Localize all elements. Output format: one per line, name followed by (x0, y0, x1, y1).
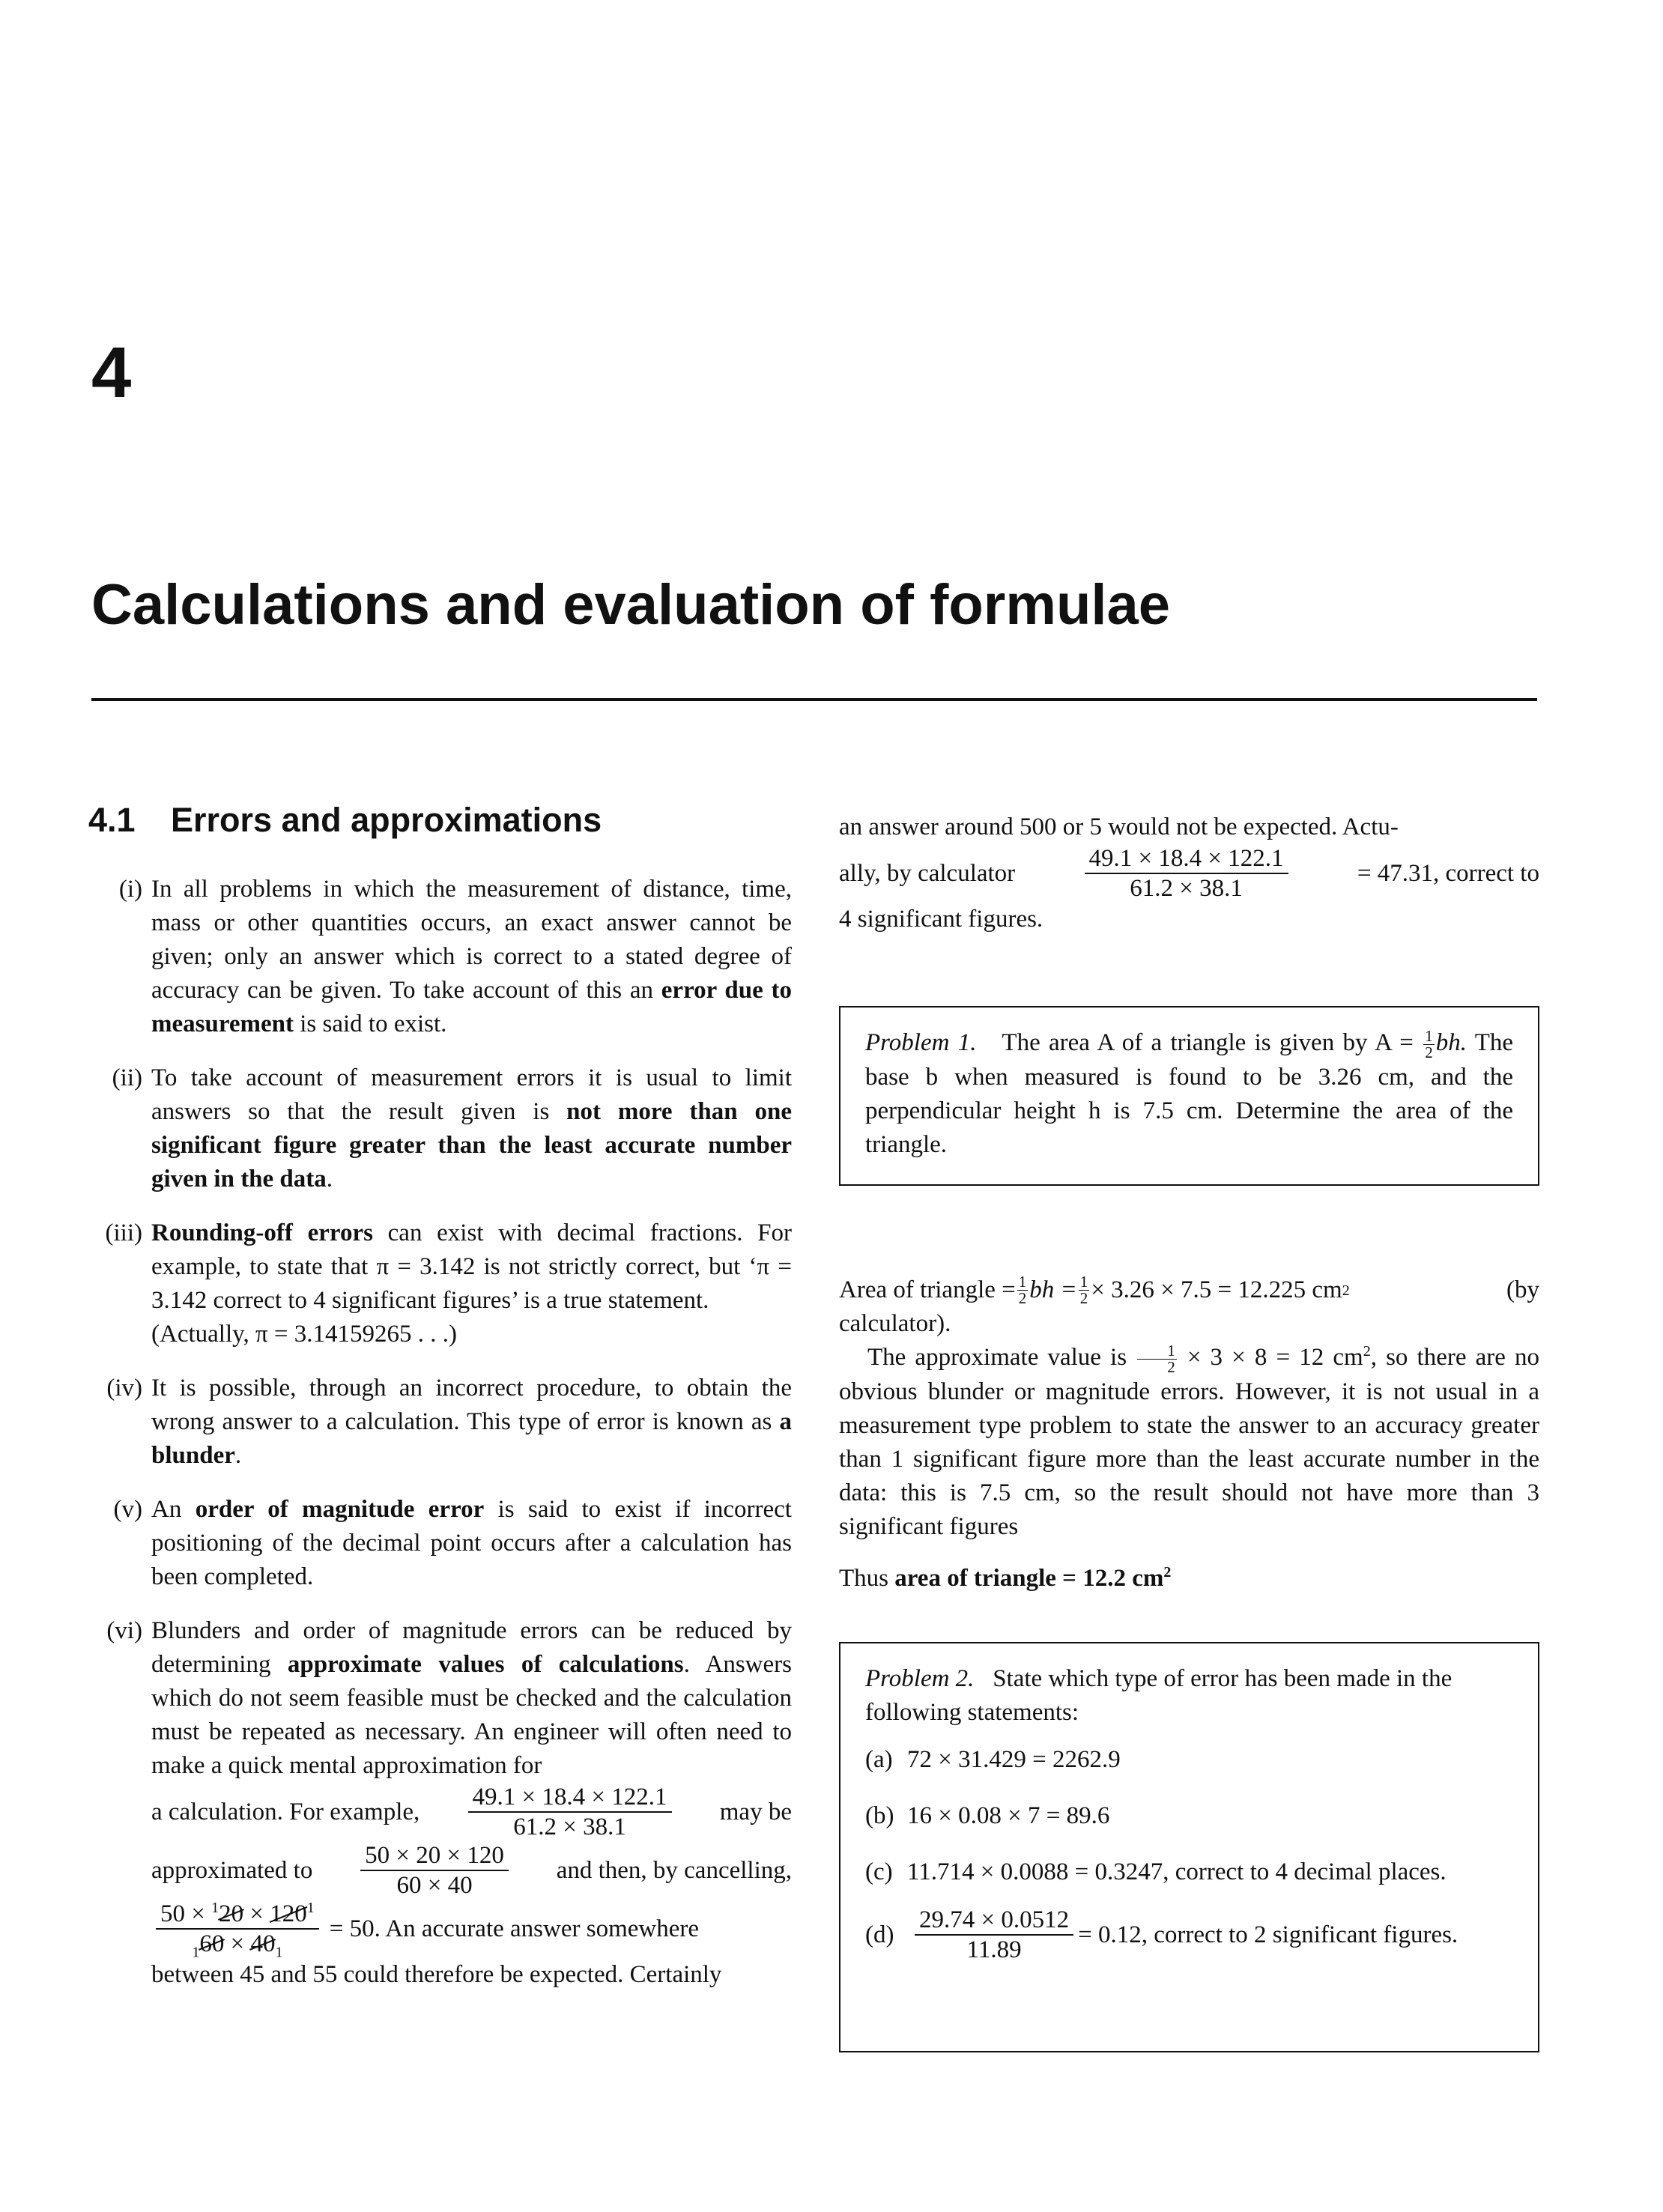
solution-paragraph (839, 1341, 1539, 1544)
cancelled-value: 20 (219, 1900, 244, 1927)
section-title: Errors and approximations (171, 801, 602, 839)
section-number: 4.1 (88, 801, 136, 839)
half-fraction (1017, 1274, 1029, 1306)
denominator: 61.2 × 38.1 (513, 1813, 626, 1840)
numerator: 29.74 × 0.0512 (915, 1906, 1073, 1936)
fraction (915, 1906, 1073, 1964)
numerator (156, 1900, 319, 1930)
bold-term: error due to measurement (151, 977, 792, 1037)
problem-label: Problem 2. (865, 1665, 975, 1692)
item-text: between 45 and 55 could therefore be expected. Certainly (151, 1961, 722, 1988)
half-fraction (1137, 1343, 1177, 1375)
answer: area of triangle = 12.2 cm (894, 1564, 1164, 1592)
item-label: (v) (113, 1496, 142, 1523)
item-text (151, 873, 792, 1041)
denominator: 2 (1018, 1289, 1027, 1307)
chapter-number: 4 (91, 333, 132, 413)
text: 72 × 31.429 = 2262.9 (907, 1746, 1121, 1773)
problem-2-box (839, 1642, 1539, 2052)
text: is said to exist if incorrect positioning of the decimal point occurs after a calculation has been completed. (151, 1496, 792, 1590)
part-label: (a) (865, 1746, 893, 1773)
equation-line (91, 1900, 792, 1961)
fraction (360, 1841, 509, 1900)
text: bh. (1435, 1029, 1467, 1056)
bold-term: approximate values of calculations (287, 1651, 684, 1678)
text: . (234, 1442, 242, 1469)
denominator: 60 × 40 (396, 1872, 473, 1899)
problem-part-a (865, 1743, 1513, 1777)
problem-statement (865, 1662, 1513, 1730)
text: State which type of error has been made in the following statements: (865, 1665, 1453, 1726)
solution-1 (839, 1273, 1539, 1596)
superscript: 2 (1163, 1563, 1172, 1581)
item-label: (ii) (112, 1064, 142, 1091)
problem-label: Problem 1. (865, 1029, 977, 1056)
text: 16 × 0.08 × 7 = 89.6 (907, 1802, 1110, 1829)
problem-part-c (865, 1855, 1513, 1889)
text: The area A of a triangle is given by A = (1002, 1029, 1423, 1056)
text: To take account of measurement errors it is usual to limit answers so that the result given is (151, 1064, 792, 1125)
text: bh = (1029, 1276, 1077, 1303)
cancelled-fraction (156, 1900, 319, 1961)
part-label: (b) (865, 1802, 894, 1829)
item-text (151, 1614, 792, 1783)
equation-line (151, 1841, 792, 1900)
fraction (1085, 844, 1288, 903)
denominator: 11.89 (966, 1936, 1022, 1963)
text: The base b when measured is found to be 3.26 cm, and the perpendicular height h is 7.5 cm. Determine the area of the triangle. (865, 1029, 1514, 1158)
denominator (156, 1930, 319, 1961)
text: an answer around 500 or 5 would not be expected. Actu- (839, 813, 1399, 840)
denominator: 2 (1167, 1357, 1175, 1376)
text: × (230, 1930, 245, 1957)
item-text (151, 1216, 792, 1318)
item-label: (vi) (106, 1617, 142, 1644)
numerator: 49.1 × 18.4 × 122.1 (468, 1783, 672, 1813)
text: may be (719, 1798, 792, 1825)
item-label: (iii) (105, 1219, 142, 1246)
numerator: 1 (1018, 1273, 1027, 1291)
item-text (151, 1372, 792, 1473)
text: = 47.31, correct to (1357, 859, 1539, 887)
cancel-mark: 1 (275, 1944, 283, 1961)
text: = 50. An accurate answer somewhere (329, 1915, 699, 1942)
denominator: 61.2 × 38.1 (1130, 875, 1243, 902)
text: . Answers which do not seem feasible must be checked and the calculation must be repeated as necessary. An engineer will often need to make a quick mental approximation for (151, 1651, 792, 1779)
bold-term: a blunder (151, 1408, 792, 1469)
half-fraction (1079, 1274, 1090, 1306)
item-label: (iv) (106, 1375, 142, 1402)
chapter-title: Calculations and evaluation of formulae (91, 573, 1171, 637)
text: = 0.12, correct to 2 significant figures. (1078, 1921, 1458, 1948)
left-column (91, 873, 792, 2012)
text: and then, by cancelling, (556, 1856, 792, 1884)
text: Blunders and order of magnitude errors can be reduced by determining (151, 1617, 792, 1678)
text: Thus (839, 1564, 895, 1592)
text: 11.714 × 0.0088 = 0.3247, correct to 4 decimal places. (907, 1858, 1447, 1885)
list-item-iv (91, 1372, 792, 1473)
half-fraction (1423, 1028, 1435, 1061)
text: It is possible, through an incorrect procedure, to obtain the wrong answer to a calculation. This type of error is known as (151, 1375, 792, 1435)
cancelled-value: 60 (199, 1930, 225, 1957)
equation-line (151, 1783, 792, 1841)
part-label: (d) (865, 1921, 894, 1948)
item-text (151, 1493, 792, 1594)
numerator: 1 (1425, 1026, 1433, 1045)
text: An (151, 1496, 196, 1523)
cancel-mark: 1 (306, 1900, 315, 1916)
text: The approximate value is (867, 1344, 1136, 1371)
bold-term: order of magnitude error (195, 1496, 485, 1523)
problem-part-d (865, 1906, 1513, 1964)
list-item-i (91, 873, 792, 1041)
list-item-v (91, 1493, 792, 1594)
section-heading (88, 803, 602, 837)
text: , so there are no obvious blunder or magnitude errors. However, it is not usual in a measurement type problem to state the answer to an accuracy greater than 1 significant figure more than the least accurate number in the data: this is 7.5 cm, so the result should not have more than 3 significant figures (839, 1344, 1540, 1540)
text: Area of triangle = (839, 1276, 1016, 1303)
superscript: 2 (1363, 1343, 1371, 1360)
item-text (151, 1061, 792, 1196)
cancelled-value: 120 (270, 1900, 307, 1927)
text: In all problems in which the measurement of distance, time, mass or other quantities occurs, an exact answer cannot be given; only an answer which is correct to a stated degree of accuracy can be given. To take account of this an (151, 876, 792, 1004)
bold-term: not more than one significant figure greater than the least accurate number given in the data (151, 1098, 792, 1193)
fraction (468, 1783, 672, 1841)
list-item-ii (91, 1061, 792, 1196)
text: calculator). (839, 1310, 951, 1337)
text: ally, by calculator (839, 859, 1016, 887)
denominator: 2 (1079, 1289, 1088, 1307)
text: (by (1506, 1276, 1539, 1303)
text: × 3 × 8 = 12 cm (1178, 1344, 1363, 1371)
part-label: (c) (865, 1858, 893, 1885)
text: × 3.26 × 7.5 = 12.225 cm (1091, 1276, 1342, 1303)
answer-line (839, 1562, 1539, 1596)
equation-line (839, 844, 1539, 903)
item-note: (Actually, π = 3.14159265 . . .) (151, 1321, 457, 1348)
list-item-vi (91, 1614, 792, 1992)
bold-term: Rounding-off errors (151, 1219, 373, 1246)
text: 50 × (160, 1900, 205, 1927)
problem-1-box (839, 1006, 1539, 1186)
text: a calculation. For example, (151, 1798, 420, 1825)
list-item-iii (91, 1216, 792, 1351)
title-rule (91, 698, 1537, 701)
text: . (326, 1166, 333, 1193)
text: is said to exist. (294, 1010, 447, 1037)
text: × (249, 1900, 264, 1927)
numerator: 50 × 20 × 120 (360, 1841, 509, 1871)
solution-line: Area of triangle = $\frac{1}{2}$ bh = $\frac{1}{2}$ × 3.26 × 7.5 = 12.225 cm 2 (by (839, 1273, 1539, 1307)
denominator: 2 (1425, 1043, 1433, 1061)
cancel-mark: 1 (192, 1944, 200, 1961)
text: 4 significant figures. (839, 906, 1043, 933)
text: approximated to (151, 1856, 313, 1884)
item-label: (i) (118, 876, 142, 903)
right-intro (839, 810, 1539, 936)
numerator: 1 (1079, 1273, 1088, 1291)
cancel-mark: 1 (211, 1900, 219, 1916)
numerator: 1 (1137, 1343, 1177, 1360)
text: can exist with decimal fractions. For example, to state that π = 3.142 is not strictly correct, but ‘π = 3.142 correct to 4 significant figures’ is a true statement. (151, 1219, 793, 1314)
cancelled-value: 40 (250, 1930, 276, 1957)
problem-part-b (865, 1799, 1513, 1833)
numerator: 49.1 × 18.4 × 122.1 (1085, 844, 1288, 874)
